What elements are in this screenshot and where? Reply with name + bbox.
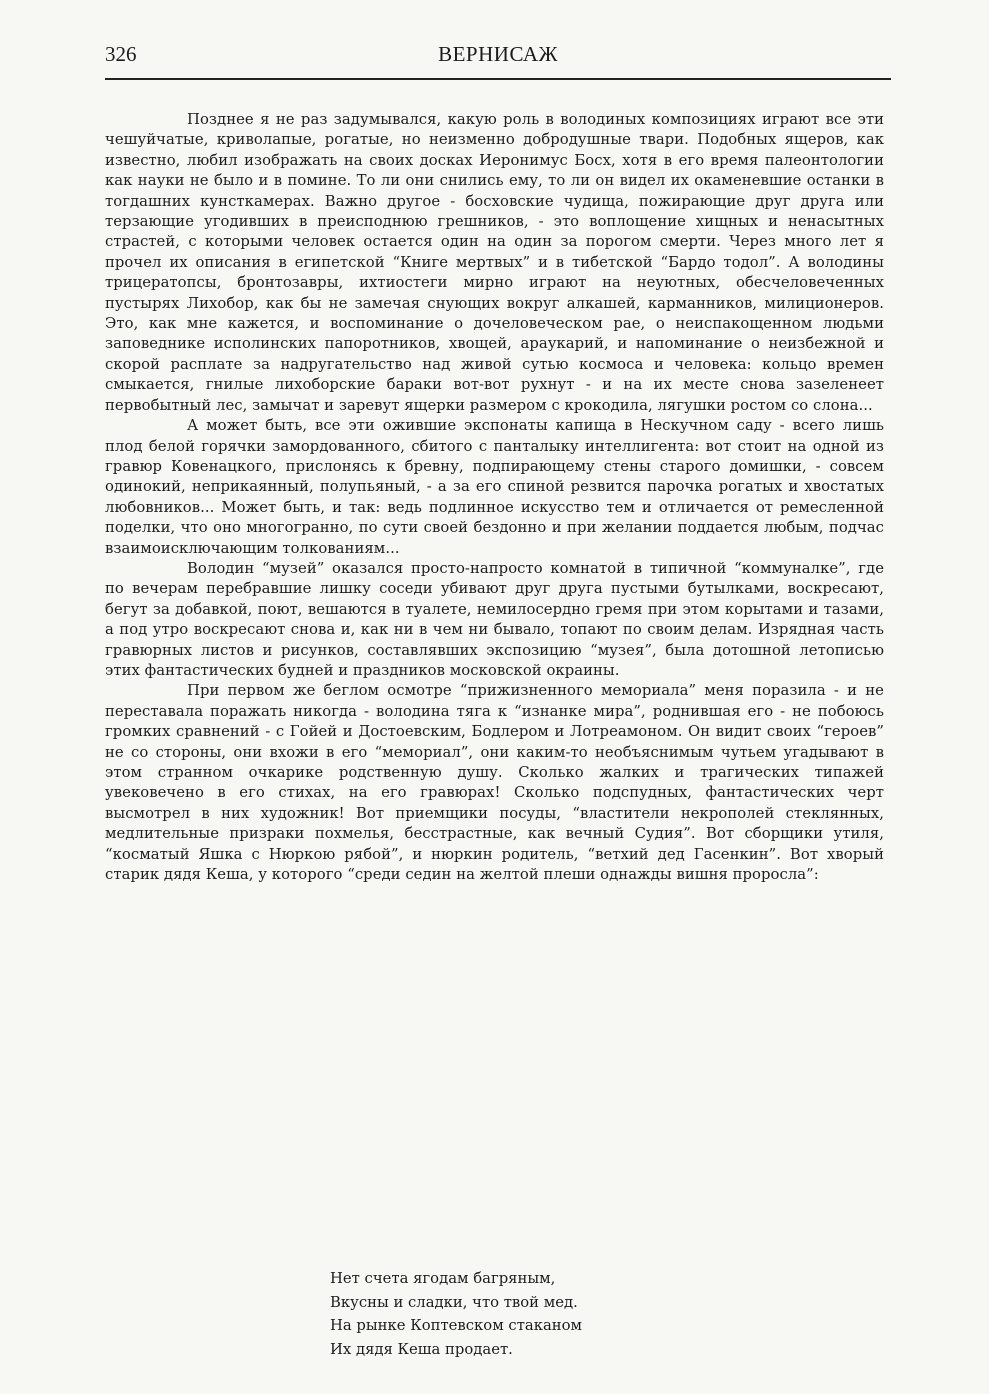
poem-line: Нет счета ягодам багряным, xyxy=(330,1270,556,1287)
running-head xyxy=(105,42,891,74)
poem-line: Вкусны и сладки, что твой мед. xyxy=(330,1293,578,1311)
paragraph: При первом же беглом осмотре “прижизненного мемориала” меня поразила - и не переставала поражать никогда - володина тяга к “изнанке мира”, роднившая его - не побоюсь громких сравнений - с Гойей и Достоевским, Бодлером и Лотреамоном. Он видит своих “героев” не со стороны, они вхожи в его “мемориал”, они каким-то необъяснимым чутьем угадывают в этом странном очкарике родственную душу. Сколько жалких и трагических типажей увековечено в его стихах, на его гравюрах! Сколько подспудных, фантастических черт высмотрел в них художник! Вот приемщики посуды, “властители некрополей стеклянных, медлительные призраки похмелья, бесстрастные, как вечный Судия”. Вот сборщики утиля, “косматый Яшка с Нюркою рябой”, и нюркин родитель, “ветхий дед Гасенкин”. Вот хворый старик дядя Кеша, у которого “среди седин на желтой плеши однажды вишня проросла”: xyxy=(105,682,884,884)
poem-line: Их дядя Кеша продает. xyxy=(330,1340,513,1358)
paragraph: А может быть, все эти ожившие экспонаты капища в Нескучном саду - всего лишь плод белой горячки замордованного, сбитого с панталыку интеллигента: вот стоит на одной из гравюр Ковенацкого, прислонясь к бревну, подпирающему стены старого домишки, - совсем одинокий, неприкаянный, полупьяный, - а за его спиной резвится парочка рогатых и хвостатых любовников... Может быть, и так: ведь подлинное искусство тем и отличается от ремесленной поделки, что оно многогранно, по сути своей бездонно и при желании поддается любым, подчас взаимоисключающим толкованиям... xyxy=(105,417,884,557)
page-number: 326 xyxy=(105,42,137,66)
poem-line: На рынке Коптевском стаканом xyxy=(330,1317,583,1334)
running-title: ВЕРНИСАЖ xyxy=(438,42,558,66)
body-text xyxy=(105,110,884,885)
poem-stanza xyxy=(330,1267,582,1361)
paragraph: Володин “музей” оказался просто-напросто комнатой в типичной “коммуналке”, где по вечерам перебравшие лишку соседи убивают друг друга пустыми бутылками, воскресают, бегут за добавкой, поют, вешаются в туалете, немилосердно гремя при этом корытами и тазами, а под утро воскресают снова и, как ни в чем ни бывало, топают по своим делам. Изрядная часть гравюрных листов и рисунков, составлявших экспозицию “музея”, была дотошной летописью этих фантастических будней и праздников московской окраины. xyxy=(105,559,884,679)
paragraph: Позднее я не раз задумывался, какую роль в володиных композициях играют все эти чешуйчатые, криволапые, рогатые, но неизменно добродушные твари. Подобных ящеров, как известно, любил изображать на своих досках Иеронимус Босх, хотя в его время палеонтологии как науки не было и в помине. То ли они снились ему, то ли он видел их окаменевшие останки в тогдашних кунсткамерах. Важно другое - босховские чудища, пожирающие друг друга или терзающие угодивших в преисподнюю грешников, - это воплощение хищных и ненасытных страстей, с которыми человек остается один на один за порогом смерти. Через много лет я прочел их описания в египетской “Книге мертвых” и в тибетской “Бардо тодол”. А володины трицератопсы, бронтозавры, ихтиостеги мирно играют на неуютных, обесчеловеченных пустырях Лихобор, как бы не замечая снующих вокруг алкашей, карманников, милиционеров. Это, как мне кажется, и воспоминание о дочеловеческом рае, о неиспакощенном людьми заповеднике исполинских папоротников, хвощей, араукарий, и напоминание о неизбежной и скорой расплате за надругательство над живой сутью космоса и человека: кольцо времен смыкается, гнилые лихоборские бараки вот-вот рухнут - и на их месте снова зазеленеет первобытный лес, замычат и заревут ящерки размером с крокодила, лягушки ростом со слона... xyxy=(105,111,884,414)
header-rule xyxy=(105,78,891,80)
